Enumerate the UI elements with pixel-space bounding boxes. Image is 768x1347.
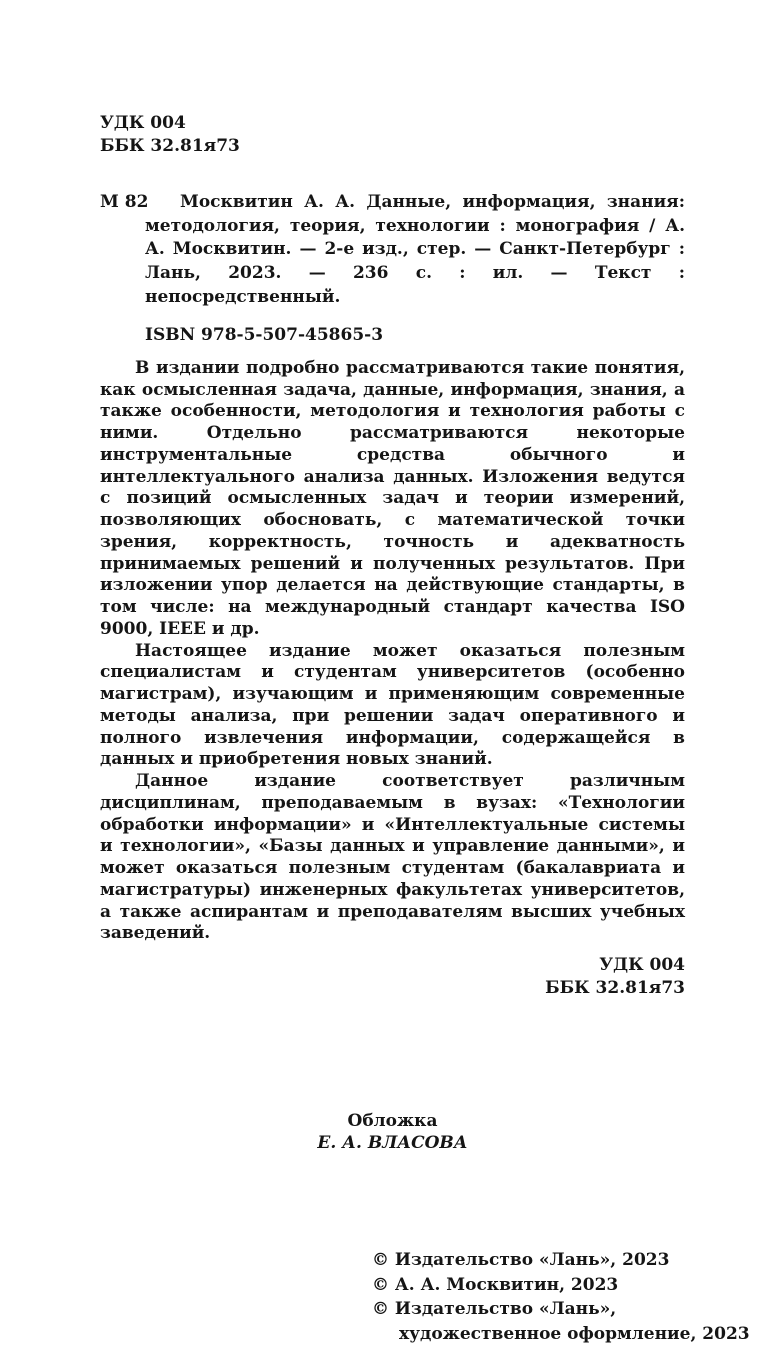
bottom-codes-block	[100, 954, 685, 1000]
top-codes-block	[100, 112, 685, 158]
bibliographic-record	[100, 191, 686, 310]
copyright-block	[372, 1248, 750, 1347]
annotation-paragraph: В издании подробно рассматриваются такие понятия, как осмысленная задача, данные, информация, знания, а также особенности, методология и технология работы с ними. Отдельно рассматриваются некоторые инструментальные средства обычного и интеллектуального анализа данных. Изложения ведутся с позиций осмысленных задач и теории измерений, позволяющих обосновать, с математической точки зрения, корректность, точность и адекватность принимаемых решений и полученных результатов. При изложении упор делается на действующие стандарты, в том числе: на международный стандарт качества ISO 9000, IEEE и др.	[100, 357, 685, 639]
bib-index-code: М 82	[100, 191, 149, 212]
copyright-line: © А. А. Москвитин, 2023	[372, 1274, 619, 1295]
cover-designer-name: Е. А. ВЛАСОВА	[317, 1133, 468, 1154]
copyright-line: © Издательство «Лань», 2023	[372, 1250, 670, 1271]
annotation-paragraph: Настоящее издание может оказаться полезным специалистам и студентам университетов (особенно магистрам), изучающим и применяющим современные методы анализа, при решении задач оперативного и полного извлечения информации, содержащейся в данных и приобретения новых знаний.	[100, 640, 685, 770]
cover-credit-block	[100, 1110, 685, 1154]
bib-description: Данные, информация, знания: методология, теория, технологии : монография / А. А. Москвитин. — 2-е изд., стер. — Санкт-Петербург : Лань, 2023. — 236 с. : ил. — Текст : непосредственный.	[145, 191, 686, 308]
bib-author: Москвитин А. А.	[180, 191, 355, 212]
cover-credit-label: Обложка	[347, 1110, 438, 1131]
udk-code-top: УДК 004	[100, 113, 186, 133]
isbn-line: ISBN 978-5-507-45865-3	[145, 324, 384, 345]
annotation-block	[100, 358, 685, 945]
copyright-line: © Издательство «Лань»,	[372, 1299, 617, 1320]
annotation-paragraph: Данное издание соответствует различным дисциплинам, преподаваемым в вузах: «Технологии обработки информации» и «Интеллектуальные системы и технологии», «Базы данных и управление данными», и может оказаться полезным студентам (бакалавриата и магистратуры) инженерных факультетах университетов, а также аспирантам и преподавателям высших учебных заведений.	[100, 771, 685, 944]
bbk-code-bottom: ББК 32.81я73	[545, 978, 685, 999]
bib-text	[145, 191, 685, 310]
bbk-code-top: ББК 32.81я73	[100, 135, 240, 156]
udk-code-bottom: УДК 004	[599, 955, 685, 976]
copyright-line-continuation: художественное оформление, 2023	[399, 1324, 750, 1345]
